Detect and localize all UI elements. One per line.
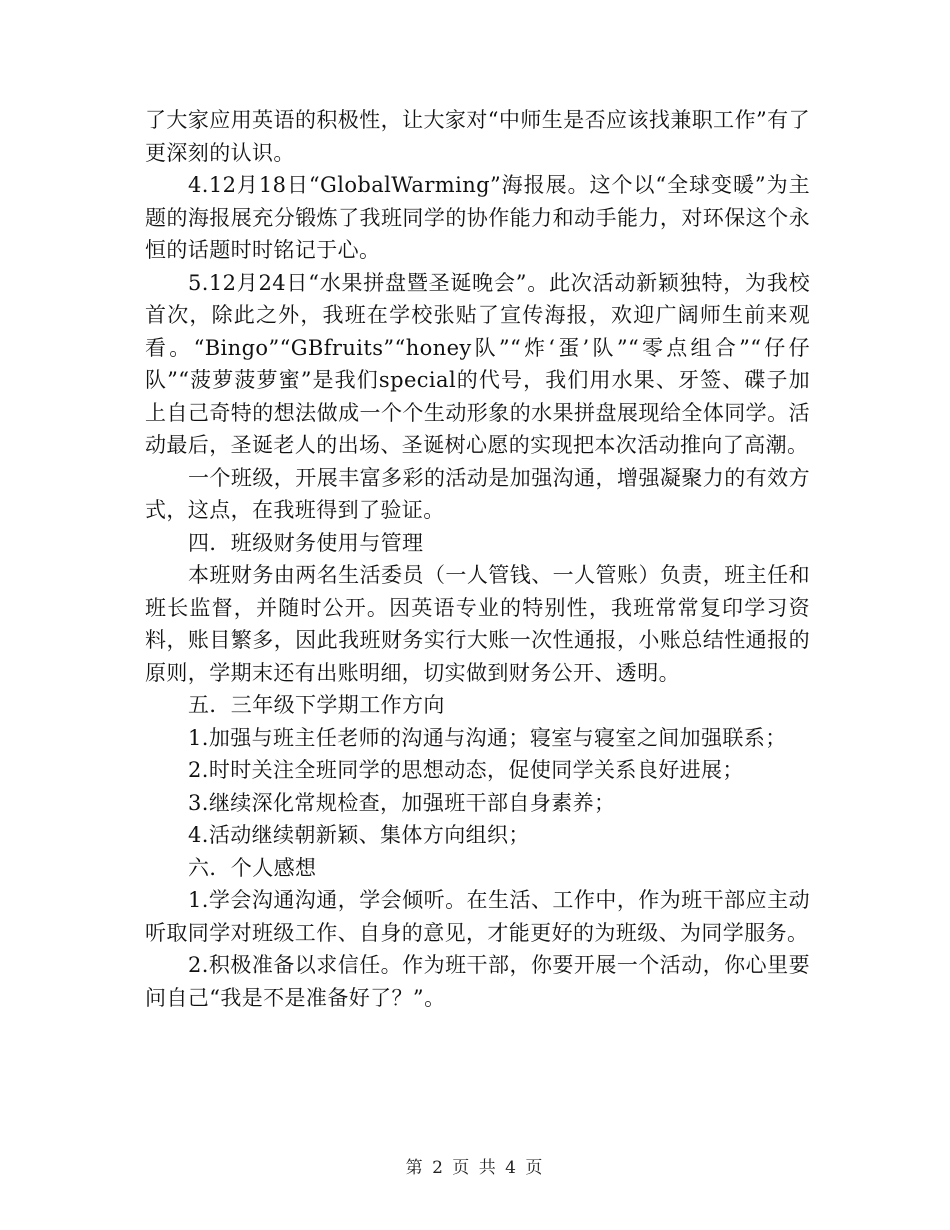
section-heading-5: 五．三年级下学期工作方向: [188, 693, 445, 717]
paragraph-finance: 本班财务由两名生活委员（一人管钱、一人管账）负责，班主任和班长监督，并随时公开。因英语专业的特别性，我班常常复印学习资料，账目繁多，因此我班财务实行大账一次性通报，小账总结性通报的原则，学期末还有出账明细，切实做到财务公开、透明。: [145, 563, 810, 685]
list-item-4: 4.活动继续朝新颖、集体方向组织；: [188, 823, 530, 847]
section-heading-6: 六．个人感想: [188, 855, 317, 880]
page-number-footer: 第 2 页 共 4 页: [405, 1158, 545, 1178]
paragraph-reflection-1: 1.学会沟通沟通，学会倾听。在生活、工作中，作为班干部应主动听取同学对班级工作、自身的意见，才能更好的为班级、为同学服务。: [145, 888, 810, 945]
list-item-1: 1.加强与班主任老师的沟通与沟通；寝室与寝室之间加强联系；: [188, 725, 787, 750]
paragraph-reflection-2: 2.积极准备以求信任。作为班干部，你要开展一个活动，你心里要问自己“我是不是准备好了？”。: [145, 953, 810, 1010]
list-item-3: 3.继续深化常规检查，加强班干部自身素养；: [188, 790, 616, 815]
paragraph-item-5: 5.12月24日“水果拼盘暨圣诞晚会”。此次活动新颖独特，为我校首次，除此之外，我班在学校张贴了宣传海报，欢迎广阔师生前来观看。“Bingo”“GBfruits”“honey队”“炸‘蛋’队”“零点组合”“仔仔队”“菠萝菠萝蜜”是我们special的代号，我们用水果、牙签、碟子加上自己奇特的想法做成一个个生动形象的水果拼盘展现给全体同学。活动最后，圣诞老人的出场、圣诞树心愿的实现把本次活动推向了高潮。: [145, 270, 810, 457]
section-heading-4: 四．班级财务使用与管理: [188, 530, 424, 555]
paragraph-continuation: 了大家应用英语的积极性，让大家对“中师生是否应该找兼职工作”有了更深刻的认识。: [145, 108, 810, 165]
list-item-2: 2.时时关注全班同学的思想动态，促使同学关系良好进展；: [188, 758, 744, 782]
document-body: [145, 104, 810, 1014]
paragraph-item-4: 4.12月18日“GlobalWarming”海报展。这个以“全球变暖”为主题的海报展充分锻炼了我班同学的协作能力和动手能力，对环保这个永恒的话题时时铭记于心。: [145, 173, 810, 262]
paragraph-summary: 一个班级，开展丰富多彩的活动是加强沟通，增强凝聚力的有效方式，这点，在我班得到了验证。: [145, 465, 810, 522]
